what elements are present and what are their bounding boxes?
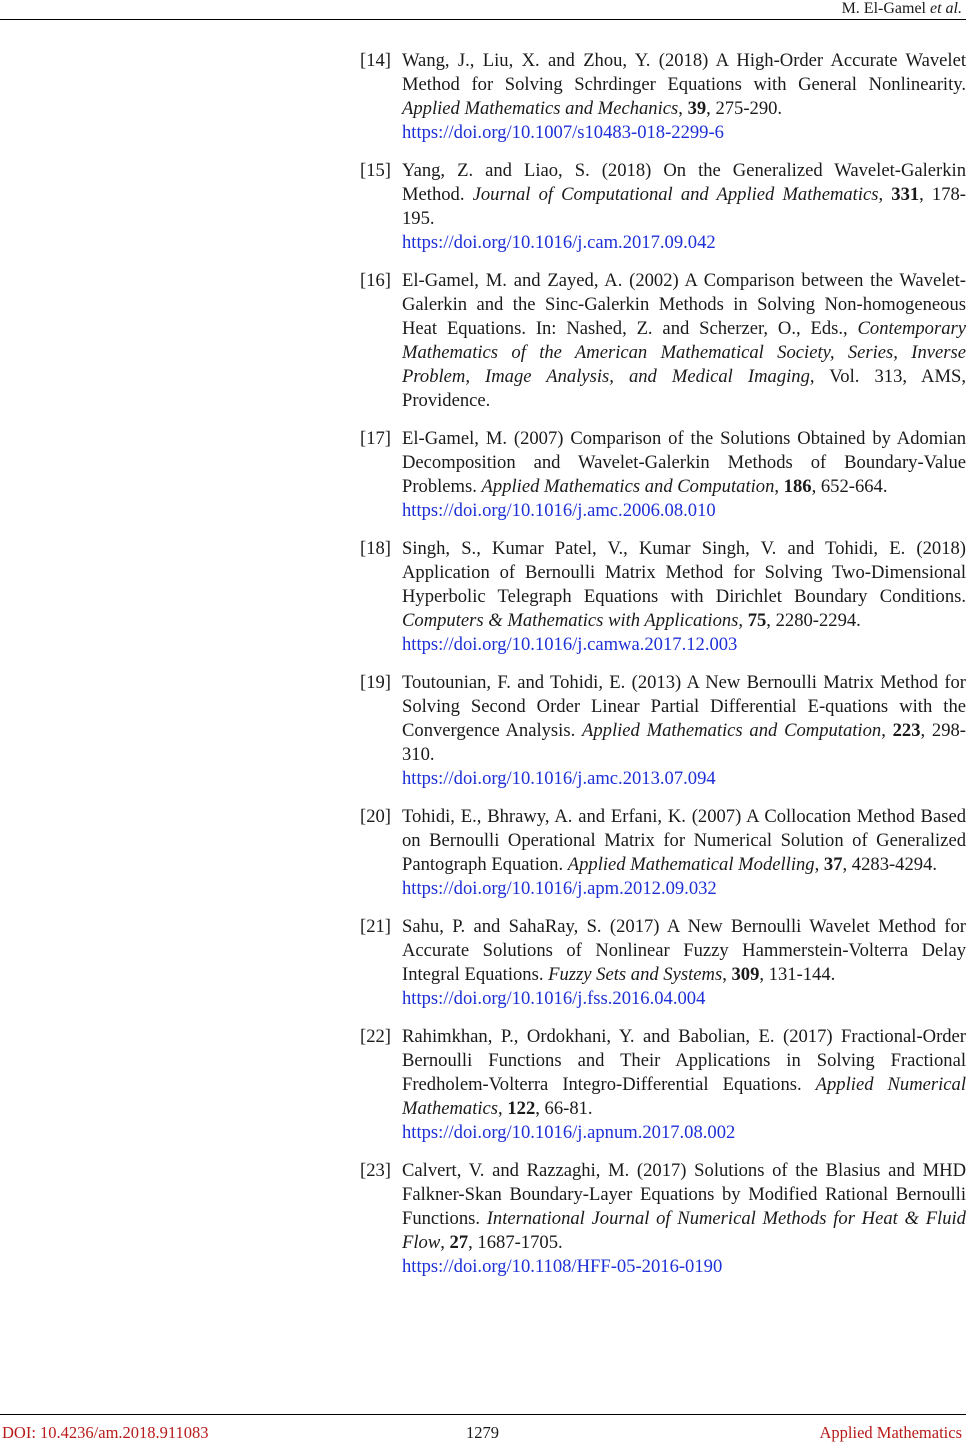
reference-number: [18] <box>360 538 391 559</box>
reference-volume: 331 <box>891 184 920 205</box>
reference-body: Yang, Z. and Liao, S. (2018) On the Generalized Wavelet-Galerkin Method. Journal of Computational and Applied Mathematics, 331, 178-195. https://doi.org/10.1016/j.cam.2017.09.042 <box>402 160 966 253</box>
reference-pages: , Vol. 313, AMS, Providence. <box>402 366 966 411</box>
reference-text: El-Gamel, M. and Zayed, A. (2002) A Comparison between the Wavelet-Galerkin and the Sinc-Galerkin Methods in Solving Non-homogeneous Heat Equations. In: Nashed, Z. and Scherzer, O., Eds., <box>402 270 966 339</box>
page-header <box>0 0 966 20</box>
reference-venue: Applied Mathematics and Computation <box>582 720 882 741</box>
reference-volume: 75 <box>747 610 767 631</box>
reference-doi-link[interactable]: https://doi.org/10.1016/j.cam.2017.09.042 <box>402 232 716 253</box>
reference-item <box>360 1159 966 1279</box>
footer-rule <box>0 1414 966 1415</box>
reference-pages: , 652-664. <box>811 476 888 497</box>
reference-body: Toutounian, F. and Tohidi, E. (2013) A New Bernoulli Matrix Method for Solving Second Order Linear Partial Differential E-quations with the Convergence Analysis. Applied Mathematics and Computation, 223, 298-310. https://doi.org/10.1016/j.amc.2013.07.094 <box>402 672 966 789</box>
reference-text: Calvert, V. and Razzaghi, M. (2017) Solutions of the Blasius and MHD Falkner-Skan Boundary-Layer Equations by Modified Rational Bernoulli Functions. <box>402 1160 966 1229</box>
reference-venue: Applied Mathematics and Mechanics <box>402 98 679 119</box>
reference-item <box>360 805 966 901</box>
reference-volume: 223 <box>892 720 921 741</box>
reference-doi-link[interactable]: https://doi.org/10.1016/j.apnum.2017.08.002 <box>402 1122 736 1143</box>
reference-pages: , 2280-2294. <box>766 610 861 631</box>
reference-number: [17] <box>360 428 391 449</box>
reference-number: [15] <box>360 160 391 181</box>
reference-pages: , 1687-1705. <box>468 1232 563 1253</box>
reference-body: Calvert, V. and Razzaghi, M. (2017) Solutions of the Blasius and MHD Falkner-Skan Boundary-Layer Equations by Modified Rational Bernoulli Functions. International Journal of Numerical Methods for Heat & Fluid Flow, 27, 1687-1705. https://doi.org/10.1108/HFF-05-2016-0190 <box>402 1160 966 1277</box>
reference-venue: Fuzzy Sets and Systems <box>548 964 723 985</box>
reference-number: [19] <box>360 672 391 693</box>
page-number: 1279 <box>466 1423 499 1442</box>
reference-pages: , 131-144. <box>759 964 836 985</box>
reference-pages: , 298-310. <box>402 720 966 765</box>
reference-doi-link[interactable]: https://doi.org/10.1016/j.apm.2012.09.032 <box>402 878 717 899</box>
reference-pages: , 66-81. <box>535 1098 593 1119</box>
footer-journal-name: Applied Mathematics <box>819 1423 962 1442</box>
reference-venue: Applied Mathematical Modelling <box>567 854 815 875</box>
reference-volume: 37 <box>823 854 843 875</box>
reference-venue: Journal of Computational and Applied Mathematics <box>472 184 879 205</box>
reference-item <box>360 1025 966 1145</box>
reference-venue: International Journal of Numerical Methods for Heat & Fluid Flow <box>402 1208 966 1253</box>
footer-doi[interactable]: DOI: 10.4236/am.2018.911083 <box>2 1423 209 1442</box>
header-rule <box>0 19 966 20</box>
reference-volume: 186 <box>783 476 812 497</box>
reference-doi-link[interactable]: https://doi.org/10.1016/j.camwa.2017.12.003 <box>402 634 738 655</box>
reference-item <box>360 159 966 255</box>
running-head-etal: et al. <box>930 0 962 17</box>
reference-number: [22] <box>360 1026 391 1047</box>
reference-volume: 309 <box>731 964 760 985</box>
reference-body <box>402 269 966 413</box>
reference-pages: , 178-195. <box>402 184 966 229</box>
reference-item <box>360 671 966 791</box>
reference-volume: 27 <box>449 1232 469 1253</box>
reference-number: [23] <box>360 1160 391 1181</box>
reference-number: [16] <box>360 270 391 291</box>
reference-list <box>360 49 966 1293</box>
reference-venue: Contemporary Mathematics of the American Mathematical Society, Series, Inverse Problem, Image Analysis, and Medical Imaging <box>402 318 966 387</box>
reference-body: Wang, J., Liu, X. and Zhou, Y. (2018) A High-Order Accurate Wavelet Method for Solving Schrdinger Equations with General Nonlinearity. Applied Mathematics and Mechanics, 39, 275-290. https://doi.org/10.1007/s10483-018-2299-6 <box>402 50 966 143</box>
reference-body: Singh, S., Kumar Patel, V., Kumar Singh, V. and Tohidi, E. (2018) Application of Bernoulli Matrix Method for Solving Two-Dimensional Hyperbolic Telegraph Equations with Dirichlet Boundary Conditions. Computers & Mathematics with Applications, 75, 2280-2294. https://doi.org/10.1016/j.camwa.2017.12.003 <box>402 538 966 655</box>
reference-text: Sahu, P. and SahaRay, S. (2017) A New Bernoulli Wavelet Method for Accurate Solutions of Nonlinear Fuzzy Hammerstein-Volterra Delay Integral Equations. <box>402 916 966 985</box>
reference-body: Tohidi, E., Bhrawy, A. and Erfani, K. (2007) A Collocation Method Based on Bernoulli Operational Matrix for Numerical Solution of Generalized Pantograph Equation. Applied Mathematical Modelling, 37, 4283-4294. https://doi.org/10.1016/j.apm.2012.09.032 <box>402 806 966 899</box>
reference-item <box>360 537 966 657</box>
running-head <box>842 0 962 18</box>
reference-body: Sahu, P. and SahaRay, S. (2017) A New Bernoulli Wavelet Method for Accurate Solutions of Nonlinear Fuzzy Hammerstein-Volterra Delay Integral Equations. Fuzzy Sets and Systems, 309, 131-144. https://doi.org/10.1016/j.fss.2016.04.004 <box>402 916 966 1009</box>
reference-venue: Applied Numerical Mathematics <box>402 1074 966 1119</box>
reference-text: Singh, S., Kumar Patel, V., Kumar Singh, V. and Tohidi, E. (2018) Application of Bernoulli Matrix Method for Solving Two-Dimensional Hyperbolic Telegraph Equations with Dirichlet Boundary Conditions. <box>402 538 966 607</box>
reference-doi-link[interactable]: https://doi.org/10.1007/s10483-018-2299-6 <box>402 122 724 143</box>
reference-body: El-Gamel, M. (2007) Comparison of the Solutions Obtained by Adomian Decomposition and Wavelet-Galerkin Methods of Boundary-Value Problems. Applied Mathematics and Computation, 186, 652-664. https://doi.org/10.1016/j.amc.2006.08.010 <box>402 428 966 521</box>
reference-doi-link[interactable]: https://doi.org/10.1016/j.fss.2016.04.004 <box>402 988 706 1009</box>
reference-doi-link[interactable]: https://doi.org/10.1016/j.amc.2006.08.010 <box>402 500 716 521</box>
reference-text: Yang, Z. and Liao, S. (2018) On the Generalized Wavelet-Galerkin Method. <box>402 160 966 205</box>
reference-text: Rahimkhan, P., Ordokhani, Y. and Babolian, E. (2017) Fractional-Order Bernoulli Functions and Their Applications in Solving Fractional Fredholem-Volterra Integro-Differential Equations. <box>402 1026 966 1095</box>
reference-number: [21] <box>360 916 391 937</box>
reference-doi-link[interactable]: https://doi.org/10.1016/j.amc.2013.07.094 <box>402 768 716 789</box>
reference-text: Tohidi, E., Bhrawy, A. and Erfani, K. (2007) A Collocation Method Based on Bernoulli Operational Matrix for Numerical Solution of Generalized Pantograph Equation. <box>402 806 966 875</box>
running-head-authors: M. El-Gamel <box>841 0 926 17</box>
reference-text: Toutounian, F. and Tohidi, E. (2013) A New Bernoulli Matrix Method for Solving Second Order Linear Partial Differential E-quations with the Convergence Analysis. <box>402 672 966 741</box>
reference-number: [20] <box>360 806 391 827</box>
reference-venue: Computers & Mathematics with Applications <box>402 610 739 631</box>
reference-pages: , 4283-4294. <box>842 854 938 875</box>
reference-number: [14] <box>360 50 391 71</box>
reference-text: Wang, J., Liu, X. and Zhou, Y. (2018) A High-Order Accurate Wavelet Method for Solving Schrdinger Equations with General Nonlinearity. <box>402 50 966 95</box>
reference-venue: Applied Mathematics and Computation <box>481 476 775 497</box>
reference-volume: 39 <box>687 98 707 119</box>
reference-text: El-Gamel, M. (2007) Comparison of the Solutions Obtained by Adomian Decomposition and Wavelet-Galerkin Methods of Boundary-Value Problems. <box>402 428 966 497</box>
reference-doi-link[interactable]: https://doi.org/10.1108/HFF-05-2016-0190 <box>402 1256 723 1277</box>
reference-pages: , 275-290. <box>706 98 783 119</box>
reference-item <box>360 49 966 145</box>
reference-item <box>360 269 966 413</box>
page-footer <box>0 1422 966 1444</box>
reference-item <box>360 427 966 523</box>
reference-item <box>360 915 966 1011</box>
reference-volume: 122 <box>507 1098 536 1119</box>
reference-body: Rahimkhan, P., Ordokhani, Y. and Babolian, E. (2017) Fractional-Order Bernoulli Functions and Their Applications in Solving Fractional Fredholem-Volterra Integro-Differential Equations. Applied Numerical Mathematics, 122, 66-81. https://doi.org/10.1016/j.apnum.2017.08.002 <box>402 1026 966 1143</box>
